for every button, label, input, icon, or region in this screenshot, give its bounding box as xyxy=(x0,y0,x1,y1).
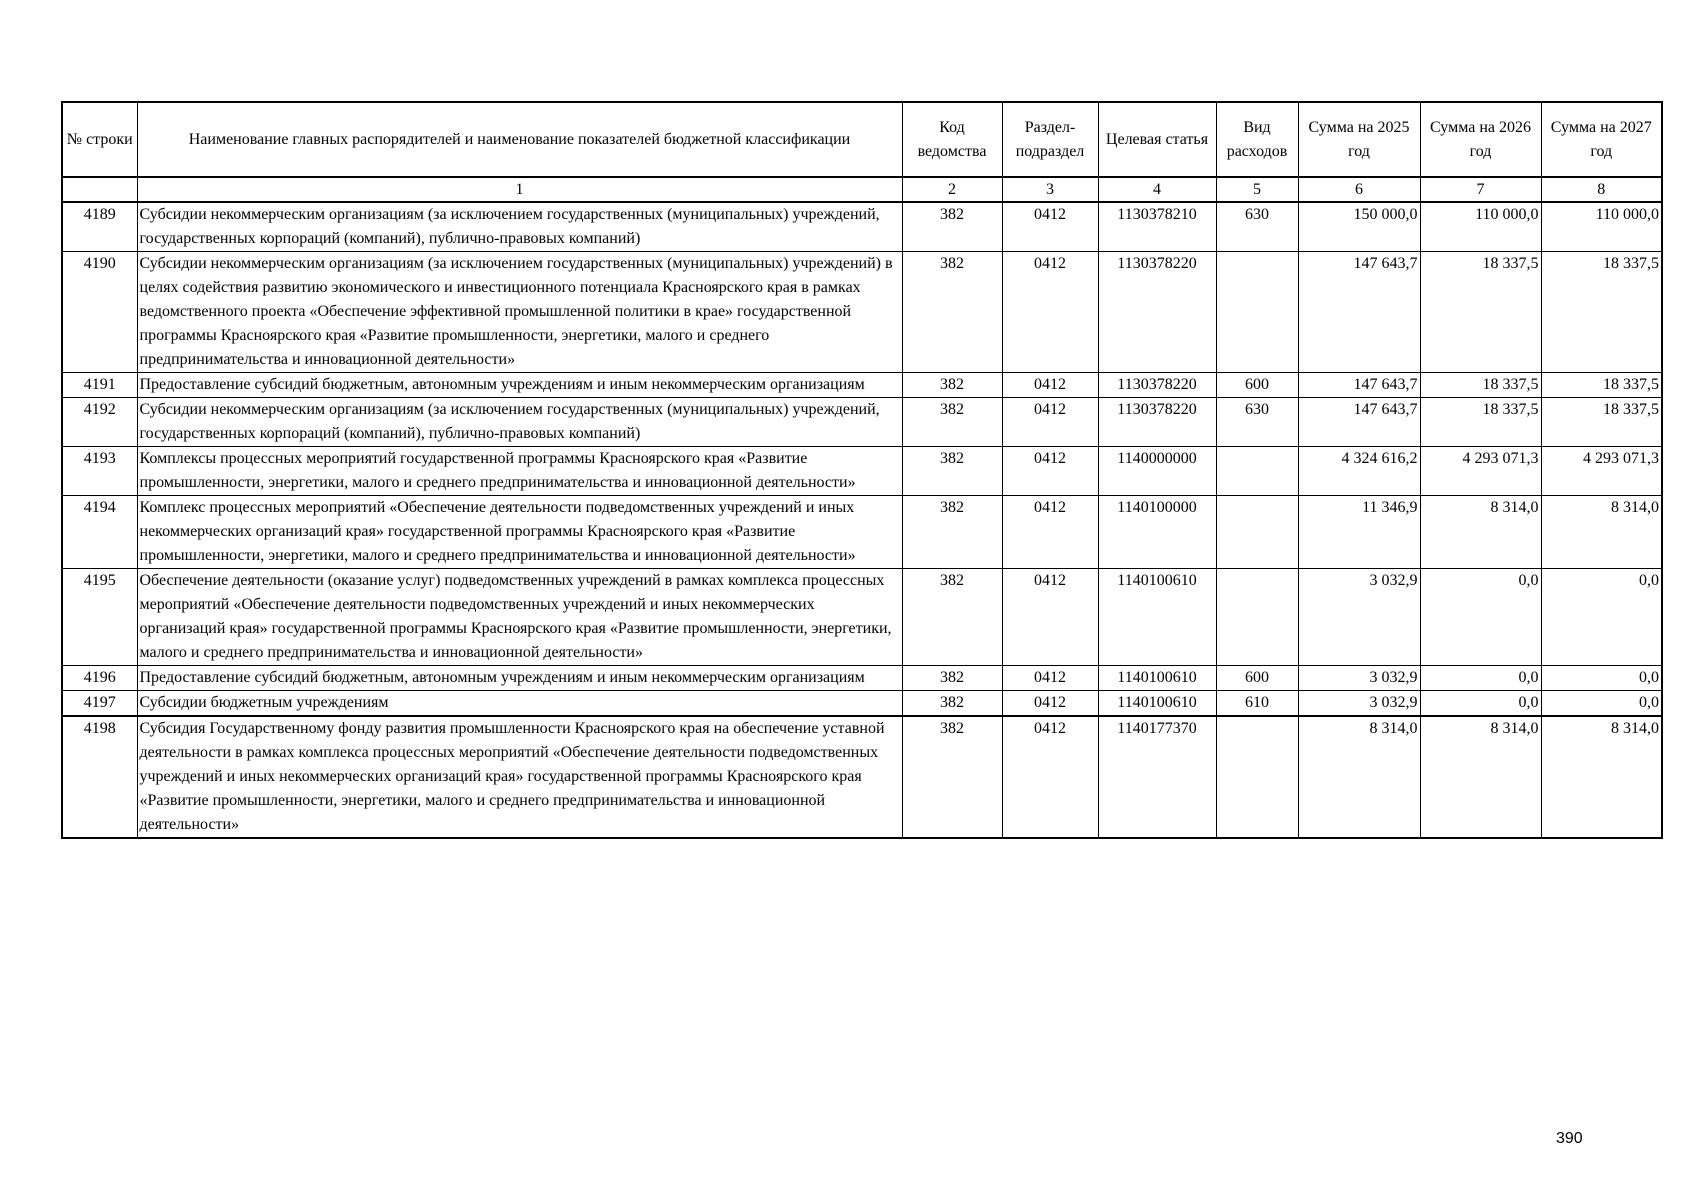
column-number: 3 xyxy=(1002,177,1098,202)
department-code-cell: 382 xyxy=(902,373,1002,398)
header-expense-type: Вид расходов xyxy=(1216,102,1298,177)
row-name-cell: Субсидии некоммерческим организациям (за исключением государственных (муниципальных) учреждений, государственных корпораций (компаний), публично-правовых компаний) xyxy=(137,398,902,447)
department-code-cell: 382 xyxy=(902,716,1002,838)
row-number-cell: 4197 xyxy=(62,691,137,717)
row-number-cell: 4193 xyxy=(62,447,137,496)
sum-2026-cell: 0,0 xyxy=(1420,666,1541,691)
sum-2025-cell: 4 324 616,2 xyxy=(1298,447,1420,496)
target-article-cell: 1130378210 xyxy=(1098,202,1216,252)
row-number-cell: 4194 xyxy=(62,496,137,569)
sum-2027-cell: 8 314,0 xyxy=(1541,496,1662,569)
column-number: 8 xyxy=(1541,177,1662,202)
header-row-number: № строки xyxy=(62,102,137,177)
expense-type-cell xyxy=(1216,447,1298,496)
target-article-cell: 1130378220 xyxy=(1098,373,1216,398)
target-article-cell: 1140100000 xyxy=(1098,496,1216,569)
sum-2026-cell: 4 293 071,3 xyxy=(1420,447,1541,496)
sum-2026-cell: 18 337,5 xyxy=(1420,252,1541,373)
row-name-cell: Комплексы процессных мероприятий государственной программы Красноярского края «Развитие промышленности, энергетики, малого и среднего предпринимательства и инновационной деятельности» xyxy=(137,447,902,496)
header-sum-2025: Сумма на 2025 год xyxy=(1298,102,1420,177)
target-article-cell: 1140100610 xyxy=(1098,569,1216,666)
department-code-cell: 382 xyxy=(902,691,1002,717)
page-number: 390 xyxy=(1556,1130,1583,1147)
target-article-cell: 1140000000 xyxy=(1098,447,1216,496)
column-number xyxy=(62,177,137,202)
section-cell: 0412 xyxy=(1002,398,1098,447)
expense-type-cell: 630 xyxy=(1216,202,1298,252)
sum-2025-cell: 11 346,9 xyxy=(1298,496,1420,569)
department-code-cell: 382 xyxy=(902,569,1002,666)
row-name-cell: Предоставление субсидий бюджетным, автономным учреждениям и иным некоммерческим организациям xyxy=(137,666,902,691)
expense-type-cell: 600 xyxy=(1216,666,1298,691)
sum-2025-cell: 8 314,0 xyxy=(1298,716,1420,838)
expense-type-cell xyxy=(1216,496,1298,569)
expense-type-cell xyxy=(1216,569,1298,666)
table-row xyxy=(62,569,1662,666)
department-code-cell: 382 xyxy=(902,252,1002,373)
row-number-cell: 4191 xyxy=(62,373,137,398)
sum-2026-cell: 18 337,5 xyxy=(1420,398,1541,447)
row-number-cell: 4195 xyxy=(62,569,137,666)
budget-table xyxy=(61,101,1663,839)
department-code-cell: 382 xyxy=(902,447,1002,496)
sum-2027-cell: 110 000,0 xyxy=(1541,202,1662,252)
header-target-article: Целевая статья xyxy=(1098,102,1216,177)
section-cell: 0412 xyxy=(1002,569,1098,666)
row-name-cell: Предоставление субсидий бюджетным, автономным учреждениям и иным некоммерческим организациям xyxy=(137,373,902,398)
header-name: Наименование главных распорядителей и наименование показателей бюджетной классификации xyxy=(137,102,902,177)
column-number: 4 xyxy=(1098,177,1216,202)
sum-2026-cell: 110 000,0 xyxy=(1420,202,1541,252)
header-section: Раздел-подраздел xyxy=(1002,102,1098,177)
column-number: 2 xyxy=(902,177,1002,202)
section-cell: 0412 xyxy=(1002,666,1098,691)
sum-2027-cell: 18 337,5 xyxy=(1541,252,1662,373)
row-number-cell: 4190 xyxy=(62,252,137,373)
row-name-cell: Комплекс процессных мероприятий «Обеспечение деятельности подведомственных учреждений и иных некоммерческих организаций края» государственной программы Красноярского края «Развитие промышленности, энергетики, малого и среднего предпринимательства и инновационной деятельности» xyxy=(137,496,902,569)
target-article-cell: 1140100610 xyxy=(1098,691,1216,717)
sum-2027-cell: 18 337,5 xyxy=(1541,398,1662,447)
sum-2027-cell: 0,0 xyxy=(1541,666,1662,691)
sum-2025-cell: 147 643,7 xyxy=(1298,398,1420,447)
row-number-cell: 4196 xyxy=(62,666,137,691)
row-number-cell: 4198 xyxy=(62,716,137,838)
sum-2027-cell: 8 314,0 xyxy=(1541,716,1662,838)
table-row xyxy=(62,252,1662,373)
row-name-cell: Субсидии некоммерческим организациям (за исключением государственных (муниципальных) учреждений, государственных корпораций (компаний), публично-правовых компаний) xyxy=(137,202,902,252)
target-article-cell: 1140100610 xyxy=(1098,666,1216,691)
expense-type-cell xyxy=(1216,252,1298,373)
sum-2026-cell: 8 314,0 xyxy=(1420,716,1541,838)
table-body xyxy=(62,202,1662,838)
table-row xyxy=(62,373,1662,398)
row-number-cell: 4192 xyxy=(62,398,137,447)
sum-2025-cell: 3 032,9 xyxy=(1298,569,1420,666)
column-number: 5 xyxy=(1216,177,1298,202)
sum-2027-cell: 0,0 xyxy=(1541,569,1662,666)
sum-2027-cell: 4 293 071,3 xyxy=(1541,447,1662,496)
sum-2025-cell: 3 032,9 xyxy=(1298,691,1420,717)
sum-2027-cell: 0,0 xyxy=(1541,691,1662,717)
column-numbers-row xyxy=(62,177,1662,202)
sum-2026-cell: 0,0 xyxy=(1420,569,1541,666)
sum-2025-cell: 150 000,0 xyxy=(1298,202,1420,252)
expense-type-cell: 600 xyxy=(1216,373,1298,398)
sum-2027-cell: 18 337,5 xyxy=(1541,373,1662,398)
section-cell: 0412 xyxy=(1002,373,1098,398)
row-number-cell: 4189 xyxy=(62,202,137,252)
table-row xyxy=(62,447,1662,496)
sum-2025-cell: 147 643,7 xyxy=(1298,252,1420,373)
row-name-cell: Субсидии бюджетным учреждениям xyxy=(137,691,902,717)
section-cell: 0412 xyxy=(1002,202,1098,252)
sum-2026-cell: 0,0 xyxy=(1420,691,1541,717)
sum-2026-cell: 8 314,0 xyxy=(1420,496,1541,569)
table-row xyxy=(62,398,1662,447)
row-name-cell: Субсидия Государственному фонду развития промышленности Красноярского края на обеспечение уставной деятельности в рамках комплекса процессных мероприятий «Обеспечение деятельности подведомственных учреждений и иных некоммерческих организаций края» государственной программы Красноярского края «Развитие промышленности, энергетики, малого и среднего предпринимательства и инновационной деятельности» xyxy=(137,716,902,838)
table-header-row xyxy=(62,102,1662,177)
table-row xyxy=(62,666,1662,691)
header-department-code: Код ведомства xyxy=(902,102,1002,177)
department-code-cell: 382 xyxy=(902,496,1002,569)
column-number: 7 xyxy=(1420,177,1541,202)
sum-2025-cell: 147 643,7 xyxy=(1298,373,1420,398)
header-sum-2027: Сумма на 2027 год xyxy=(1541,102,1662,177)
expense-type-cell: 610 xyxy=(1216,691,1298,717)
target-article-cell: 1140177370 xyxy=(1098,716,1216,838)
target-article-cell: 1130378220 xyxy=(1098,398,1216,447)
sum-2026-cell: 18 337,5 xyxy=(1420,373,1541,398)
row-name-cell: Субсидии некоммерческим организациям (за исключением государственных (муниципальных) учреждений) в целях содействия развитию экономического и инвестиционного потенциала Красноярского края в рамках ведомственного проекта «Обеспечение эффективной промышленной политики в крае» государственной программы Красноярского края «Развитие промышленности, энергетики, малого и среднего предпринимательства и инновационной деятельности» xyxy=(137,252,902,373)
table-row xyxy=(62,716,1662,838)
section-cell: 0412 xyxy=(1002,252,1098,373)
column-number: 6 xyxy=(1298,177,1420,202)
department-code-cell: 382 xyxy=(902,666,1002,691)
section-cell: 0412 xyxy=(1002,447,1098,496)
target-article-cell: 1130378220 xyxy=(1098,252,1216,373)
budget-table-container xyxy=(61,101,1661,839)
section-cell: 0412 xyxy=(1002,716,1098,838)
header-sum-2026: Сумма на 2026 год xyxy=(1420,102,1541,177)
sum-2025-cell: 3 032,9 xyxy=(1298,666,1420,691)
expense-type-cell xyxy=(1216,716,1298,838)
expense-type-cell: 630 xyxy=(1216,398,1298,447)
department-code-cell: 382 xyxy=(902,202,1002,252)
section-cell: 0412 xyxy=(1002,691,1098,717)
table-row xyxy=(62,496,1662,569)
department-code-cell: 382 xyxy=(902,398,1002,447)
table-row xyxy=(62,691,1662,717)
row-name-cell: Обеспечение деятельности (оказание услуг) подведомственных учреждений в рамках комплекса процессных мероприятий «Обеспечение деятельности подведомственных учреждений и иных некоммерческих организаций края» государственной программы Красноярского края «Развитие промышленности, энергетики, малого и среднего предпринимательства и инновационной деятельности» xyxy=(137,569,902,666)
column-number: 1 xyxy=(137,177,902,202)
table-row xyxy=(62,202,1662,252)
section-cell: 0412 xyxy=(1002,496,1098,569)
